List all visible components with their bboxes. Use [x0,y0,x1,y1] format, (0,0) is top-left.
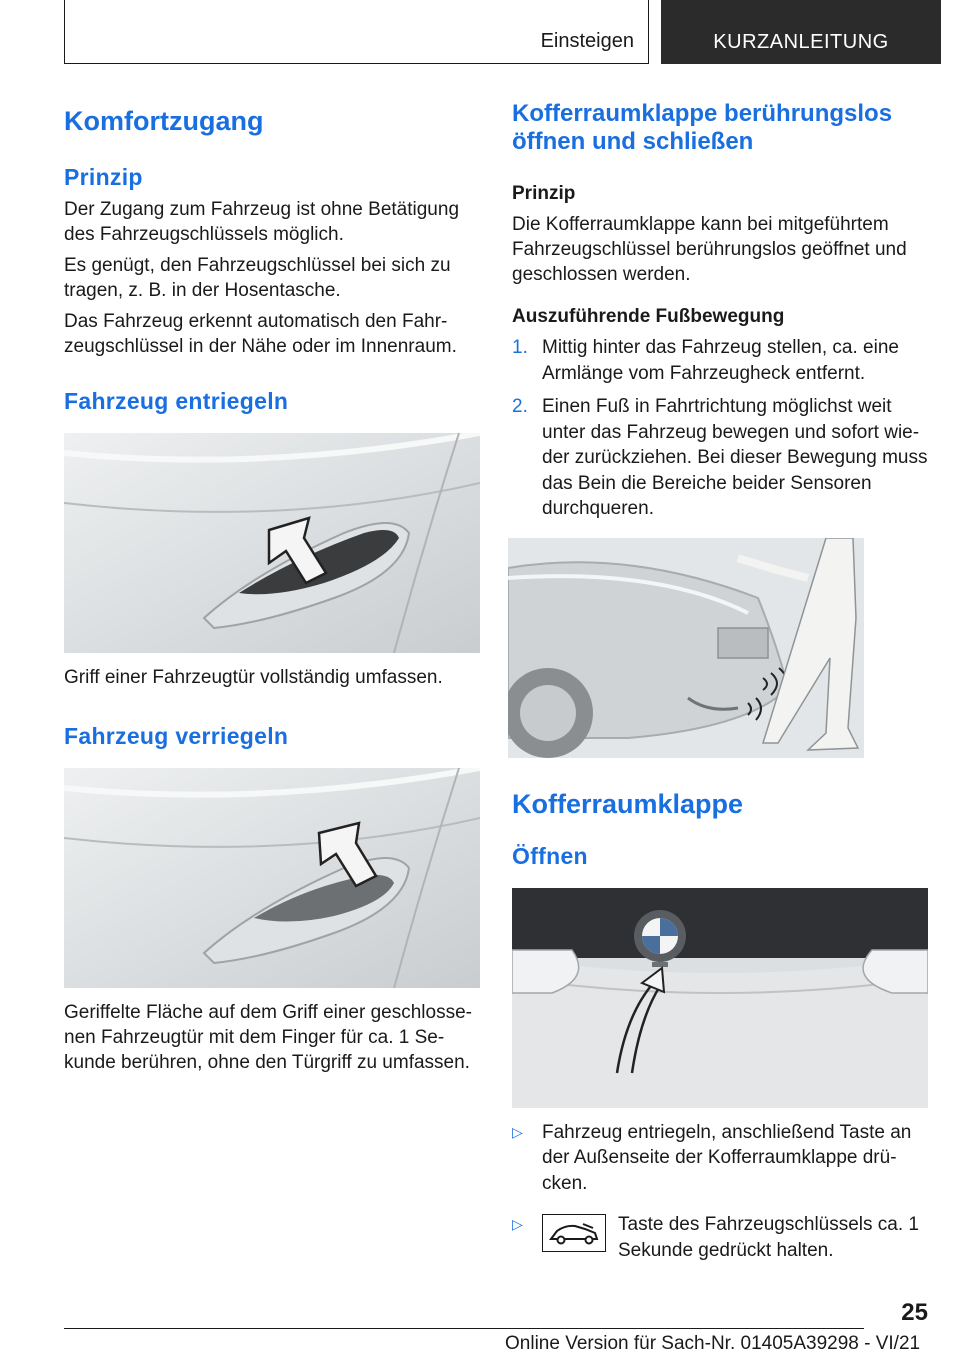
bullet-item [512,1120,930,1197]
step-number: 2. [512,396,528,417]
principle-heading: Prinzip [64,164,143,190]
triangle-icon: ▷ [512,1123,523,1140]
door-handle-lock-illustration [64,768,480,988]
left-column [64,100,480,1075]
trunk-handsfree-title: Kofferraumklappe berührungslos öffnen und schließen [512,100,893,155]
comfort-access-title: Komfortzugang [64,106,264,136]
trunk-principle-text: Die Kofferraumklappe kann bei mitgeführtem Fahrzeugschlüssel berührungslos geöffnet und geschlossen werden. [512,214,907,285]
key-trunk-button-icon [542,1214,606,1252]
triangle-icon: ▷ [512,1216,523,1232]
bullet-text: Taste des Fahrzeugschlüssels ca. 1 Sekunde gedrückt halten. [618,1214,919,1261]
foot-movement-heading: Auszuführende Fußbewegung [512,306,785,327]
trunk-principle-heading: Prinzip [512,183,576,204]
header-chapter-tab [661,0,941,64]
header-section-tab [64,0,649,64]
principle-paragraph-3: Das Fahrzeug erkennt automatisch den Fahr-zeugschlüssel in der Nähe oder im Innenraum. [64,311,457,357]
step-item [512,335,930,386]
trunk-button-illustration [512,888,928,1108]
bullet-item [512,1212,930,1263]
step-number: 1. [512,337,528,358]
unlock-heading: Fahrzeug entriegeln [64,388,289,414]
lock-heading: Fahrzeug verriegeln [64,723,289,749]
foot-gesture-illustration [508,538,864,758]
principle-paragraph-2: Es genügt, den Fahrzeugschlüssel bei sich zu tragen, z. B. in der Hosentasche. [64,255,451,301]
page-number: 25 [901,1299,928,1326]
open-heading: Öffnen [512,842,588,869]
header-chapter-label: KURZANLEITUNG [713,31,889,53]
header-section-label: Einsteigen [540,30,634,52]
trunk-lid-heading: Kofferraumklappe [512,788,744,819]
step-text: Einen Fuß in Fahrtrichtung möglichst weit unter das Fahrzeug bewegen und sofort wie-der zurückziehen. Bei dieser Bewegung muss das Bein die Bereiche beider Sensoren durchqueren. [542,396,928,519]
unlock-instruction: Griff einer Fahrzeugtür vollständig umfassen. [64,667,443,688]
right-column [512,100,930,1263]
footer-version: Online Version für Sach-Nr. 01405A39298 - VI/21 [505,1333,921,1354]
principle-paragraph-1: Der Zugang zum Fahrzeug ist ohne Betätigung des Fahrzeugschlüssels möglich. [64,199,460,245]
step-text: Mittig hinter das Fahrzeug stellen, ca. eine Armlänge vom Fahrzeugheck entfernt. [542,337,899,384]
bullet-text: Fahrzeug entriegeln, anschließend Taste an der Außenseite der Kofferraumklappe drü-cken. [542,1121,912,1194]
step-item [512,394,930,522]
lock-instruction: Geriffelte Fläche auf dem Griff einer geschlosse-nen Fahrzeugtür mit dem Finger für ca. 1 Se-kunde berühren, ohne den Türgriff zu umfassen. [64,1002,472,1073]
door-handle-unlock-illustration [64,433,480,653]
footer-divider [64,1328,864,1329]
